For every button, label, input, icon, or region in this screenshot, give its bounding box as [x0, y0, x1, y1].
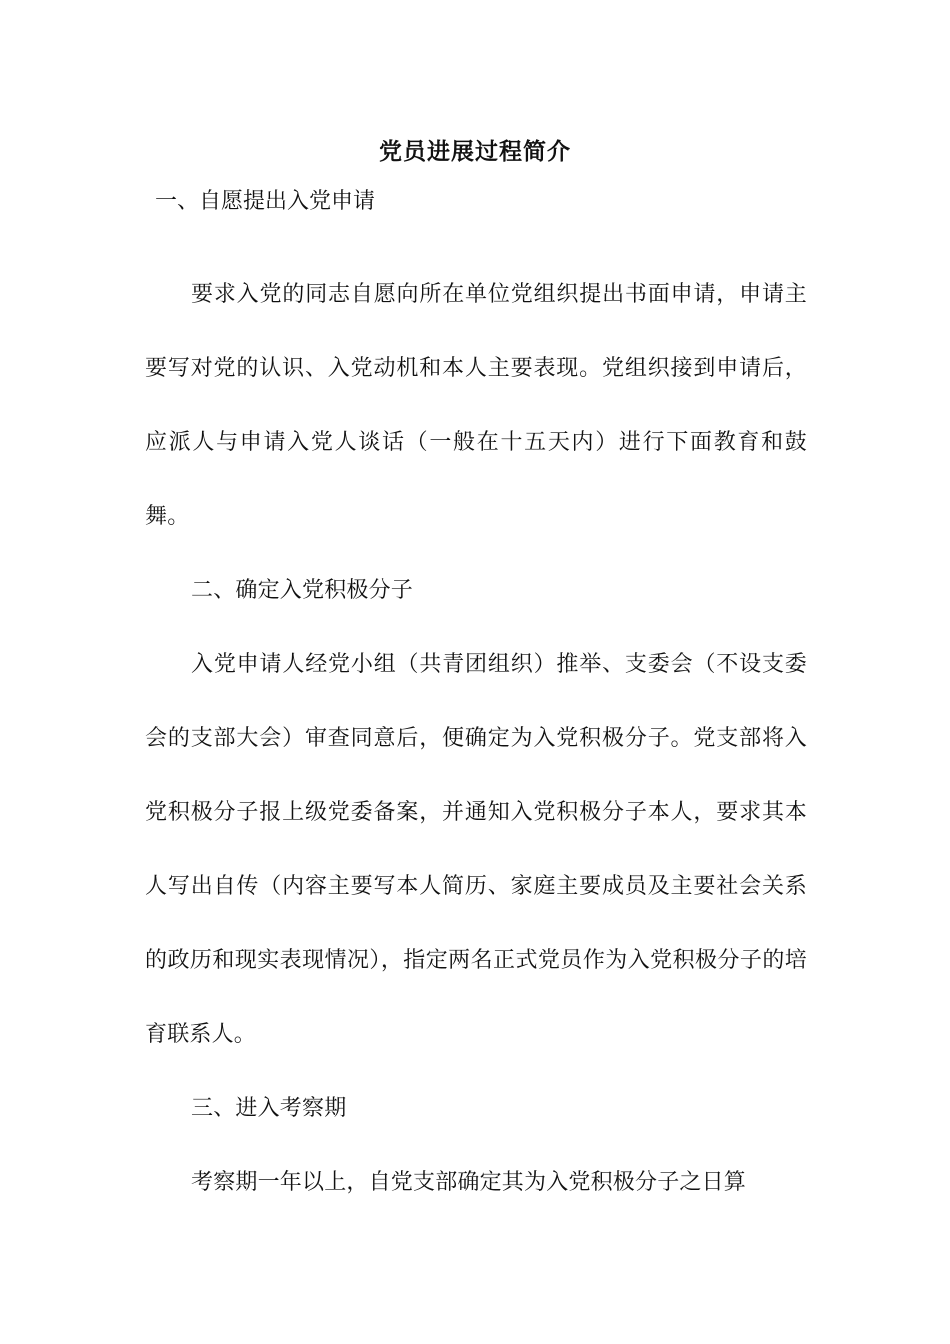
section-paragraph-2: 入党申请人经党小组（共青团组织）推举、支委会（不设支委会的支部大会）审查同意后，便确定为入党积极分子。党支部将入党积极分子报上级党委备案，并通知入党积极分子本人，要求其本人写出自传（内容主要写本人简历、家庭主要成员及主要社会关系的政历和现实表现情况），指定两名正式党员作为入党积极分子的培育联系人。 — [145, 652, 807, 1047]
section-heading-2: 二、确定入党积极分子 — [191, 578, 414, 603]
section-heading-3: 三、进入考察期 — [191, 1096, 347, 1121]
section-paragraph-1: 要求入党的同志自愿向所在单位党组织提出书面申请，申请主要写对党的认识、入党动机和本人主要表现。党组织接到申请后，应派人与申请入党人谈话（一般在十五天内）进行下面教育和鼓舞。 — [145, 282, 807, 529]
section-paragraph-3: 考察期一年以上，自党支部确定其为入党积极分子之日算 — [191, 1170, 747, 1195]
document-title: 党员进展过程简介 — [379, 138, 571, 165]
section-heading-1: 一、自愿提出入党申请 — [155, 189, 376, 214]
document-body — [145, 258, 807, 1220]
